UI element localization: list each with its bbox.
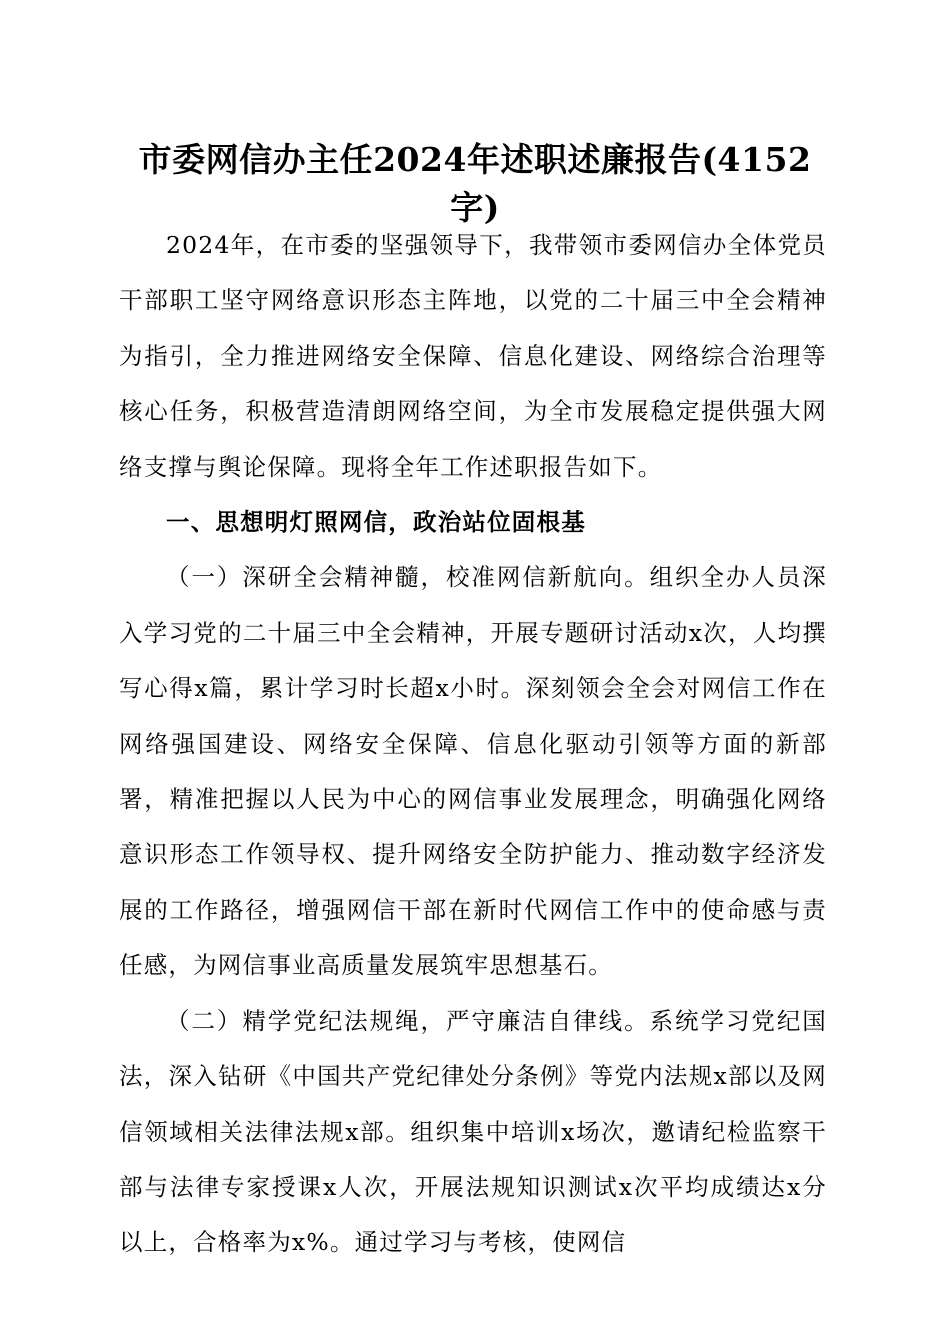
section-heading: 一、思想明灯照网信，政治站位固根基 (166, 508, 586, 537)
document-body (119, 218, 827, 1271)
intro-paragraph: 2024年，在市委的坚强领导下，我带领市委网信办全体党员干部职工坚守网络意识形态主阵地，以党的二十届三中全会精神为指引，全力推进网络安全保障、信息化建设、网络综合治理等核心任务，积极营造清朗网络空间，为全市发展稳定提供强大网络支撑与舆论保障。现将全年工作述职报告如下。 (119, 231, 827, 481)
document-title: 市委网信办主任2024年述职述廉报告(4152字) (138, 140, 812, 227)
body-paragraph: （二）精学党纪法规绳，严守廉洁自律线。系统学习党纪国法，深入钻研《中国共产党纪律处分条例》等党内法规x部以及网信领域相关法律法规x部。组织集中培训x场次，邀请纪检监察干部与法律专家授课x人次，开展法规知识测试x次平均成绩达x分以上，合格率为x%。通过学习与考核，使网信 (119, 1006, 827, 1257)
body-paragraph: （一）深研全会精神髓，校准网信新航向。组织全办人员深入学习党的二十届三中全会精神，开展专题研讨活动x次，人均撰写心得x篇，累计学习时长超x小时。深刻领会全会对网信工作在网络强国建设、网络安全保障、信息化驱动引领等方面的新部署，精准把握以人民为中心的网信事业发展理念，明确强化网络意识形态工作领导权、提升网络安全防护能力、推动数字经济发展的工作路径，增强网信干部在新时代网信工作中的使命感与责任感，为网信事业高质量发展筑牢思想基石。 (119, 563, 827, 980)
